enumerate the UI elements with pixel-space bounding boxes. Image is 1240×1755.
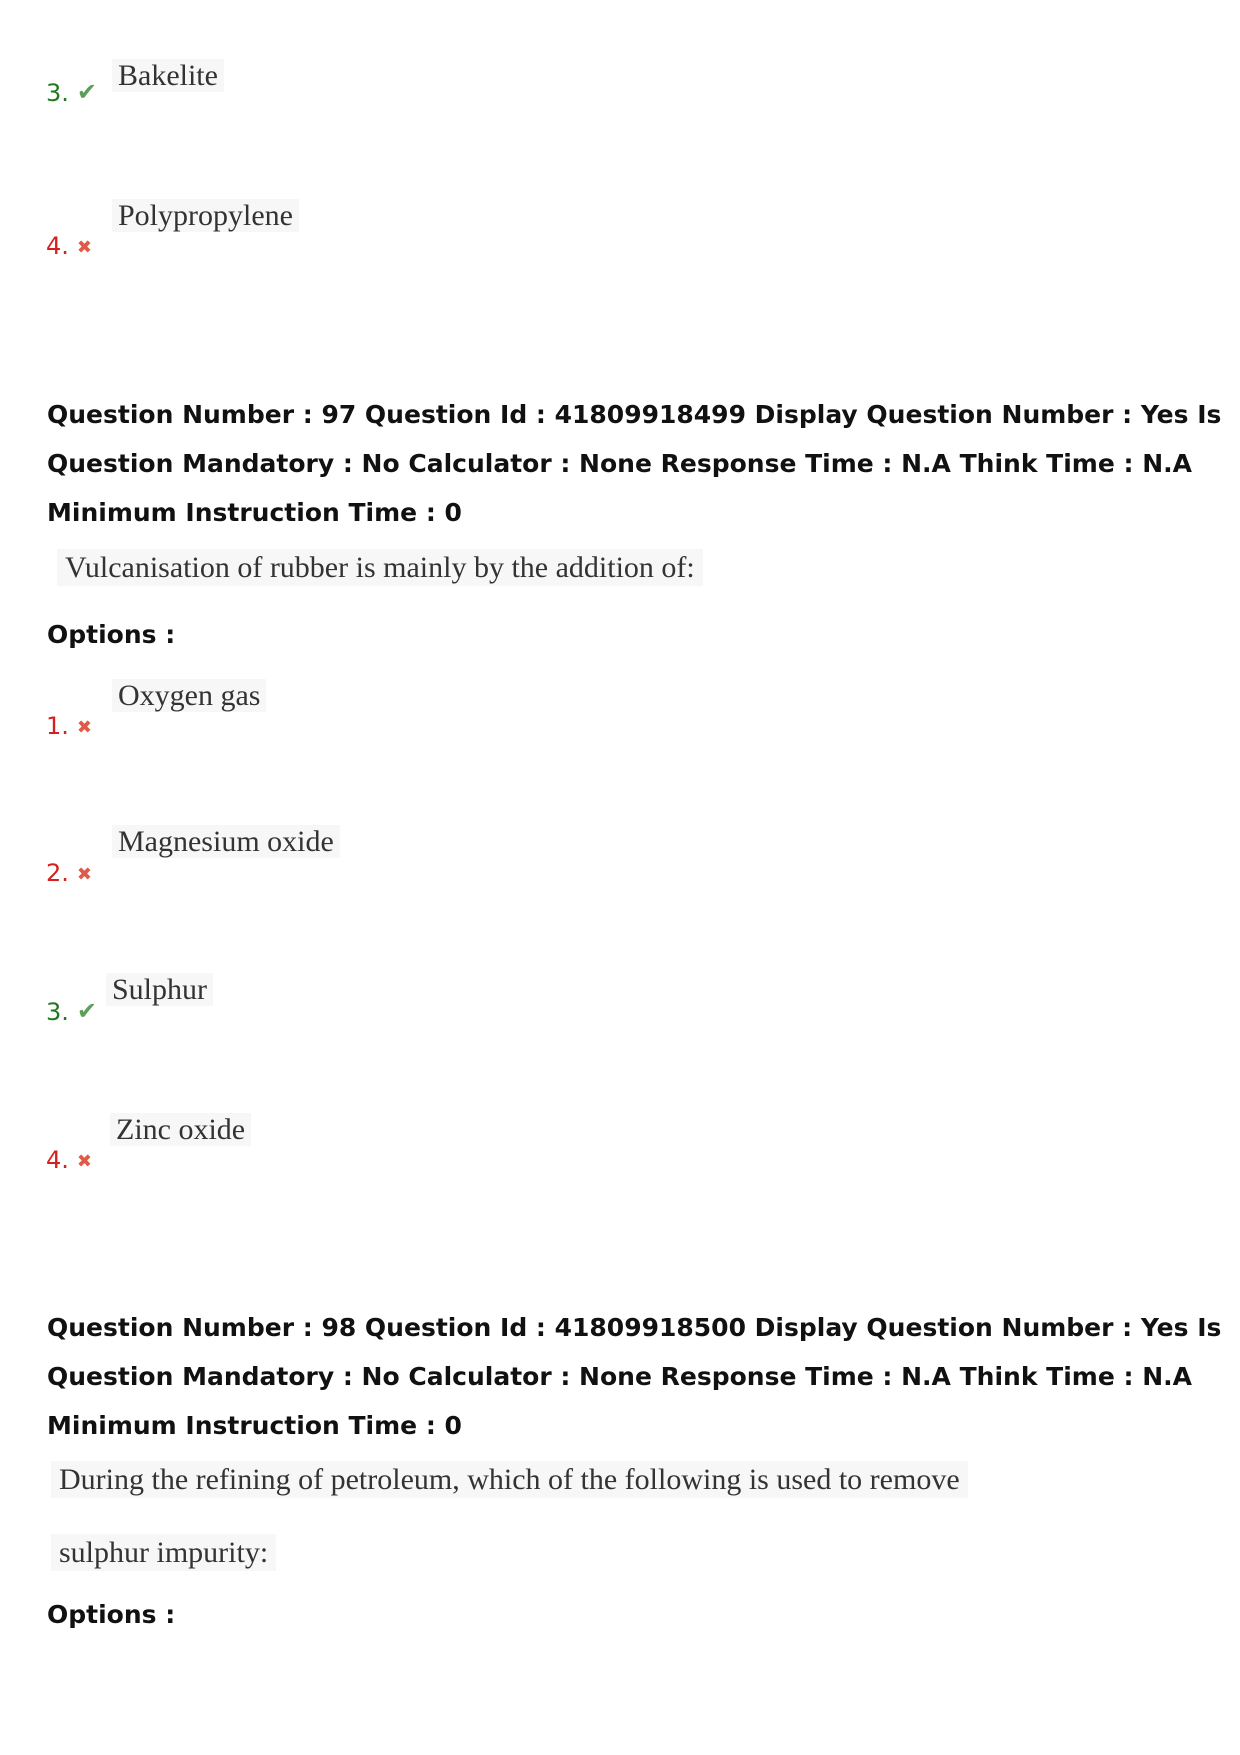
option-number: 1. — [46, 712, 69, 740]
q97-option-1-number — [46, 712, 92, 742]
options-label: Options : — [47, 620, 176, 649]
check-icon: ✔ — [76, 997, 98, 1025]
option-number: 2. — [46, 859, 69, 887]
prev-option-4-number — [46, 232, 92, 262]
cross-icon: ✖ — [76, 864, 92, 885]
q97-option-4-text-box — [110, 1112, 251, 1148]
option-text: Zinc oxide — [110, 1113, 251, 1146]
option-text: Sulphur — [106, 973, 213, 1006]
option-number: 4. — [46, 232, 69, 260]
cross-icon: ✖ — [76, 1151, 92, 1172]
option-number: 3. — [46, 79, 69, 107]
cross-icon: ✖ — [76, 237, 92, 258]
option-number: 4. — [46, 1146, 69, 1174]
option-text: Magnesium oxide — [112, 825, 340, 858]
option-text: Bakelite — [112, 59, 224, 92]
prev-option-3-number — [46, 78, 97, 107]
prev-option-3-text-box — [112, 58, 224, 94]
q97-option-2-text-box — [112, 824, 340, 860]
q97-option-3-text-box — [106, 972, 213, 1008]
prev-option-4-text-box — [112, 198, 299, 234]
q97-option-4-number — [46, 1146, 92, 1176]
question-97-text: Vulcanisation of rubber is mainly by the addition of: — [57, 549, 703, 586]
question-98-header: Question Number : 98 Question Id : 41809918500 Display Question Number : Yes Is Question Mandatory : No Calculator : None Response Time : N.A Think Time : N.A Minimum Instruction Time : 0 — [47, 1313, 1222, 1440]
question-98-text-line1-box — [51, 1462, 968, 1498]
question-97-header: Question Number : 97 Question Id : 41809918499 Display Question Number : Yes Is Question Mandatory : No Calculator : None Response Time : N.A Think Time : N.A Minimum Instruction Time : 0 — [47, 400, 1222, 527]
question-98-text-line2-box — [51, 1535, 276, 1571]
q97-option-3-number — [46, 997, 97, 1026]
options-label: Options : — [47, 1600, 176, 1629]
option-text: Oxygen gas — [112, 679, 266, 712]
question-98-text-line2: sulphur impurity: — [51, 1534, 276, 1571]
cross-icon: ✖ — [76, 717, 92, 738]
question-97-text-box — [57, 550, 703, 586]
option-number: 3. — [46, 998, 69, 1026]
question-98-text-line1: During the refining of petroleum, which of the following is used to remove — [51, 1461, 968, 1498]
option-text: Polypropylene — [112, 199, 299, 232]
check-icon: ✔ — [76, 78, 98, 106]
q97-option-1-text-box — [112, 678, 266, 714]
q97-option-2-number — [46, 859, 92, 889]
